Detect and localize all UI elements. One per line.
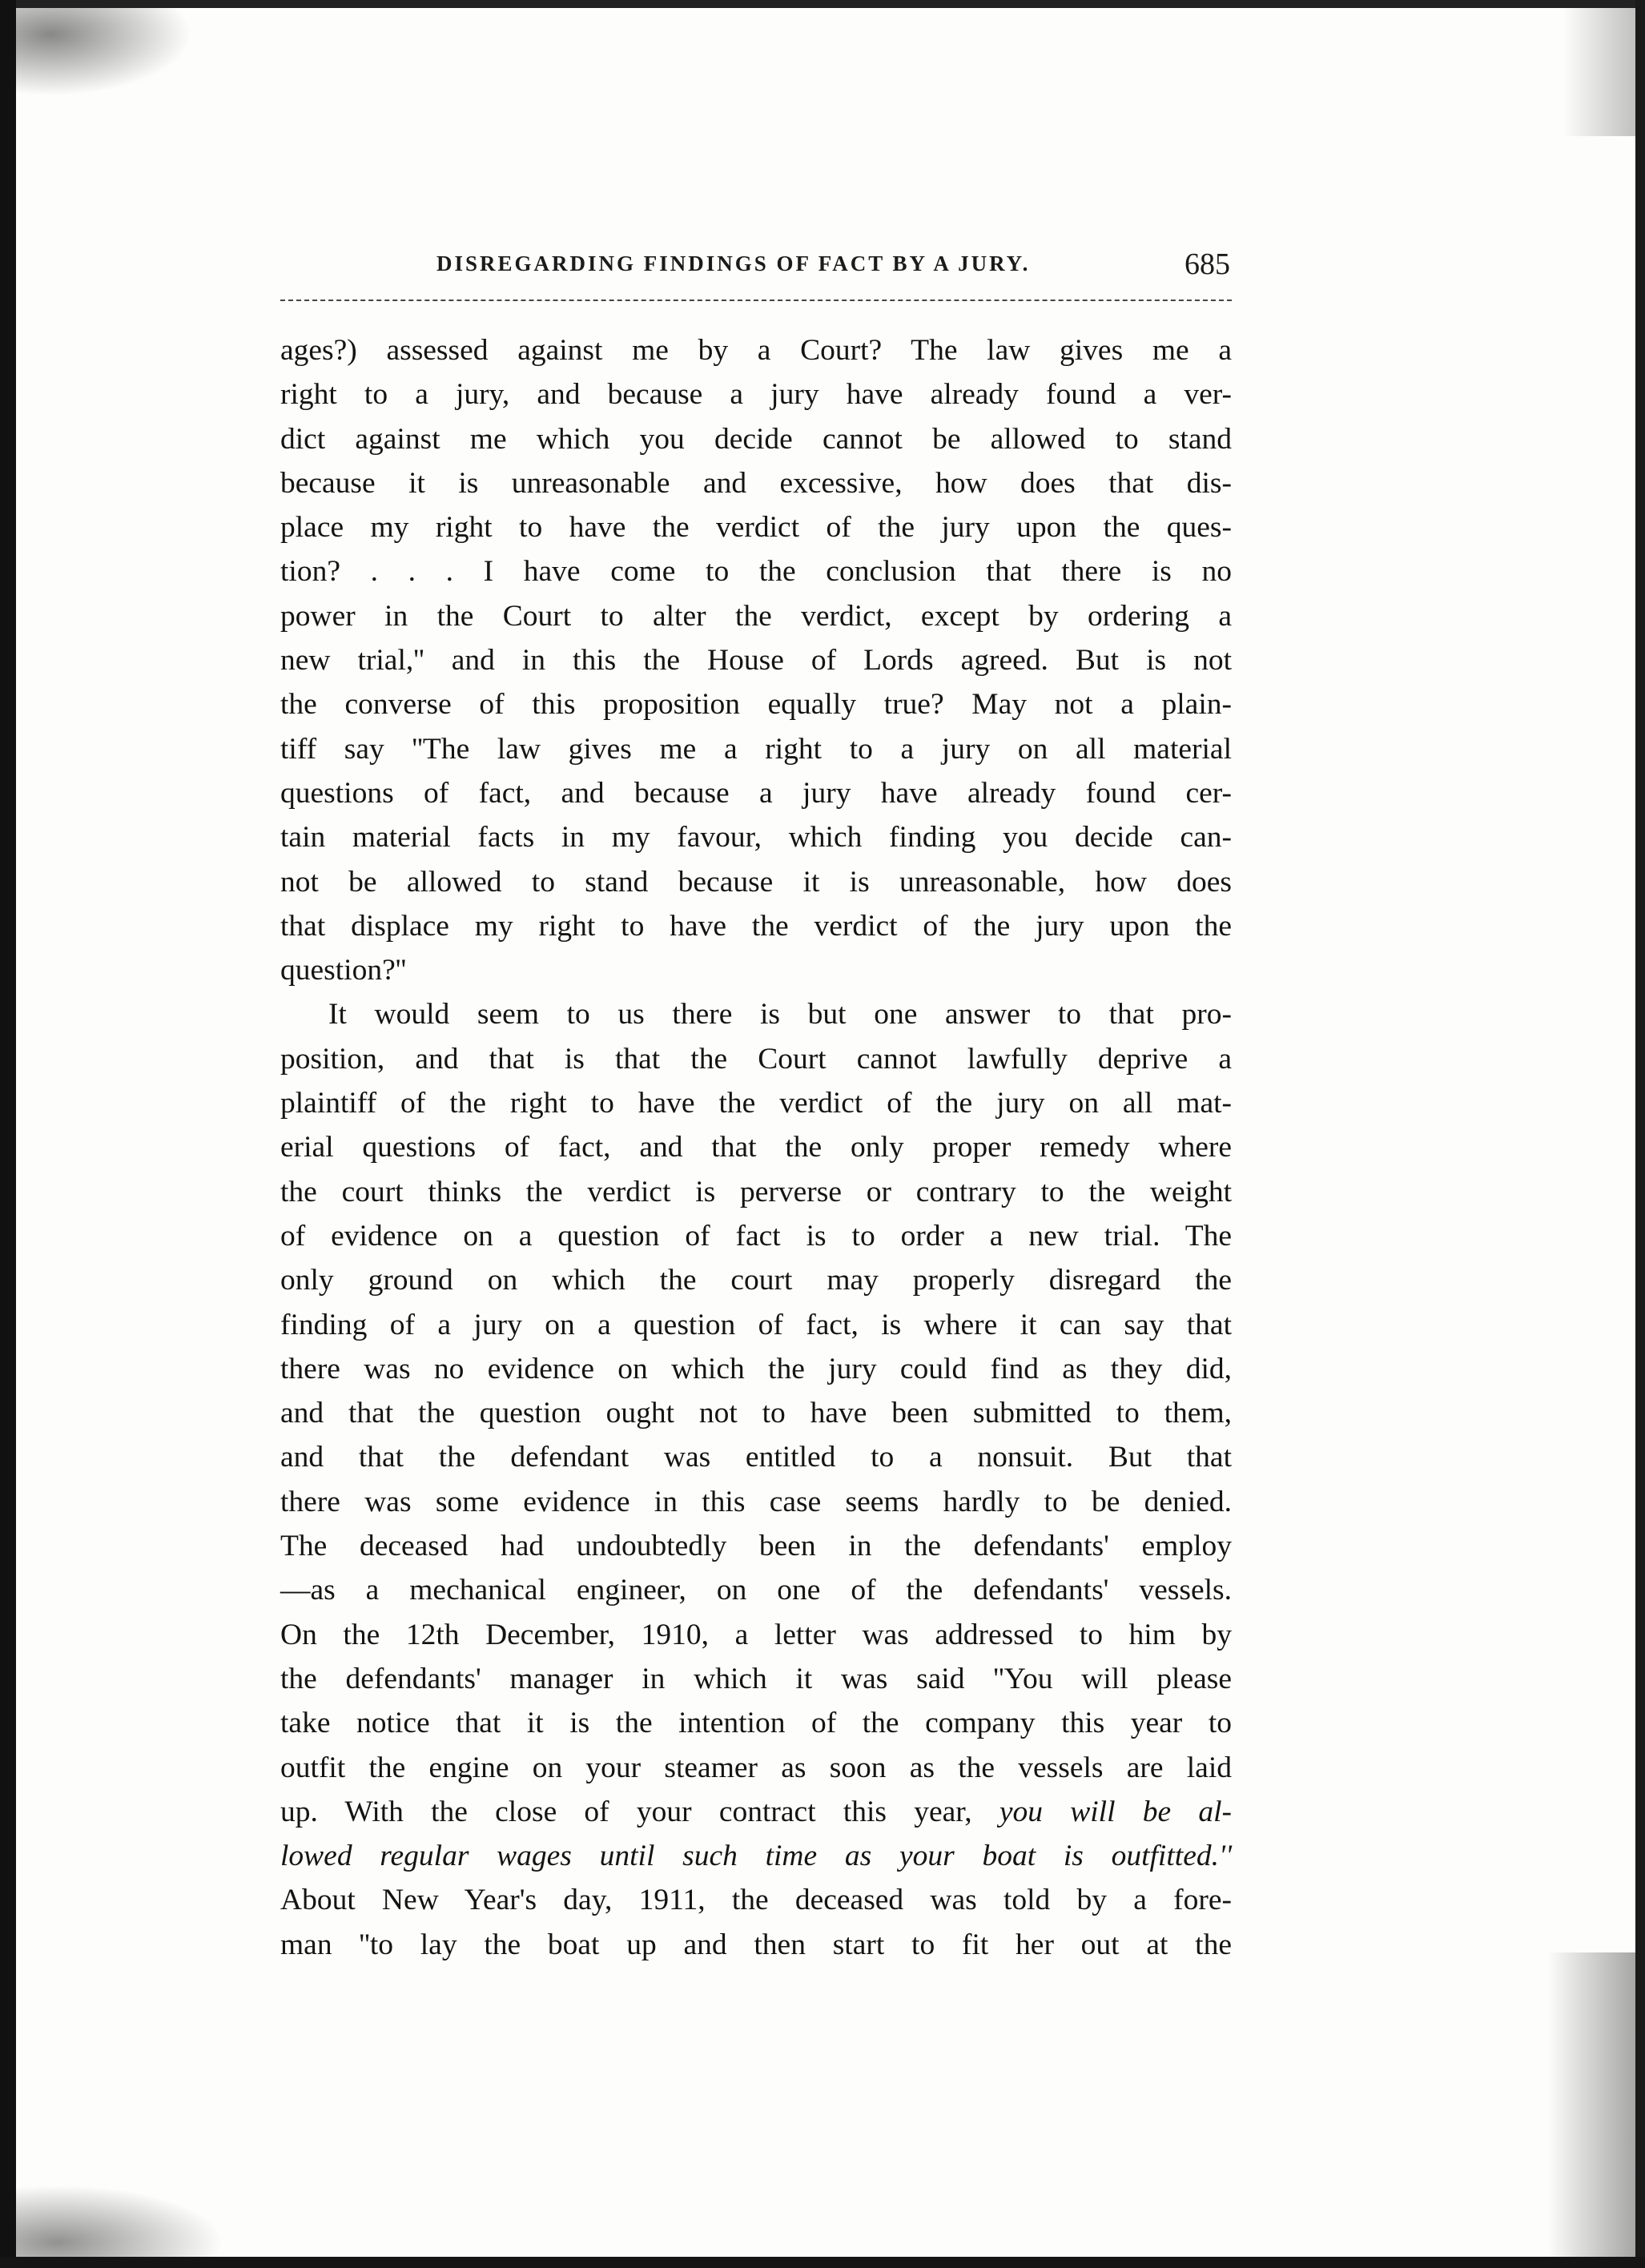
text-line: right to a jury, and because a jury have already found a ver- (280, 378, 1232, 412)
text-line: the defendants' manager in which it was said ''You will please (280, 1662, 1232, 1695)
scan-smudge-top-left (16, 8, 192, 96)
scan-border-bottom (0, 2257, 1645, 2268)
scan-smudge-top-right (1563, 8, 1635, 136)
text-line: dict against me which you decide cannot be allowed to stand (280, 422, 1232, 456)
text-line: new trial,'' and in this the House of Lords agreed. But is not (280, 644, 1232, 678)
italic-text-line: lowed regular wages until such time as your boat is outfitted.'' (280, 1840, 1232, 1873)
text-line: finding of a jury on a question of fact, is where it can say that (280, 1308, 1232, 1341)
text-line: power in the Court to alter the verdict, except by ordering a (280, 599, 1232, 633)
text-line: tiff say ''The law gives me a right to a jury on all material (280, 732, 1232, 766)
text-line: ages?) assessed against me by a Court? The law gives me a (280, 334, 1232, 367)
scan-border-right (1635, 0, 1645, 2268)
text-line: place my right to have the verdict of the jury upon the ques- (280, 511, 1232, 545)
text-line: of evidence on a question of fact is to order a new trial. The (280, 1219, 1232, 1253)
scan-border-left (0, 0, 16, 2268)
body-text (280, 328, 1232, 1967)
header-rule (280, 300, 1232, 301)
text-line-mixed (280, 1790, 1232, 1834)
text-line: About New Year's day, 1911, the deceased was told by a fore- (280, 1884, 1232, 1917)
page-header (280, 247, 1232, 287)
page-number: 685 (1184, 247, 1230, 281)
text-line: and that the defendant was entitled to a nonsuit. But that (280, 1441, 1232, 1474)
text-line: not be allowed to stand because it is unreasonable, how does (280, 865, 1232, 899)
scan-smudge-bottom-left (16, 2185, 224, 2257)
text-line: questions of fact, and because a jury have already found cer- (280, 776, 1232, 810)
text-line: tain material facts in my favour, which finding you decide can- (280, 821, 1232, 855)
text-line: the court thinks the verdict is perverse or contrary to the weight (280, 1175, 1232, 1208)
text-line: that displace my right to have the verdict of the jury upon the (280, 909, 1232, 943)
text-line: On the 12th December, 1910, a letter was addressed to him by (280, 1618, 1232, 1651)
text-line: the converse of this proposition equally true? May not a plain- (280, 688, 1232, 722)
text-line: erial questions of fact, and that the only proper remedy where (280, 1131, 1232, 1164)
text-line: question?'' (280, 954, 407, 987)
text-line: outfit the engine on your steamer as soon as the vessels are laid (280, 1751, 1232, 1784)
text-line: position, and that is that the Court cannot lawfully deprive a (280, 1042, 1232, 1076)
text-line: —as a mechanical engineer, on one of the defendants' vessels. (280, 1574, 1232, 1607)
text-segment: up. With the close of your contract this year, (280, 1795, 972, 1828)
scan-border-top (0, 0, 1645, 8)
text-line: plaintiff of the right to have the verdict of the jury on all mat- (280, 1087, 1232, 1120)
text-line: only ground on which the court may properly disregard the (280, 1264, 1232, 1297)
text-line: there was no evidence on which the jury could find as they did, (280, 1352, 1232, 1385)
scan-smudge-bottom-right (1547, 1952, 1635, 2257)
text-line: take notice that it is the intention of the company this year to (280, 1707, 1232, 1740)
text-line: and that the question ought not to have been submitted to them, (280, 1397, 1232, 1430)
text-line: tion? . . . I have come to the conclusion that there is no (280, 555, 1232, 589)
running-title: DISREGARDING FINDINGS OF FACT BY A JURY. (436, 251, 1031, 275)
text-line: man ''to lay the boat up and then start to fit her out at the (280, 1928, 1232, 1961)
italic-text-segment: you will be al- (999, 1795, 1233, 1828)
text-line: It would seem to us there is but one answer to that pro- (328, 998, 1232, 1031)
text-line: because it is unreasonable and excessive, how does that dis- (280, 466, 1232, 500)
text-line: The deceased had undoubtedly been in the defendants' employ (280, 1530, 1232, 1563)
text-line: there was some evidence in this case seems hardly to be denied. (280, 1485, 1232, 1518)
